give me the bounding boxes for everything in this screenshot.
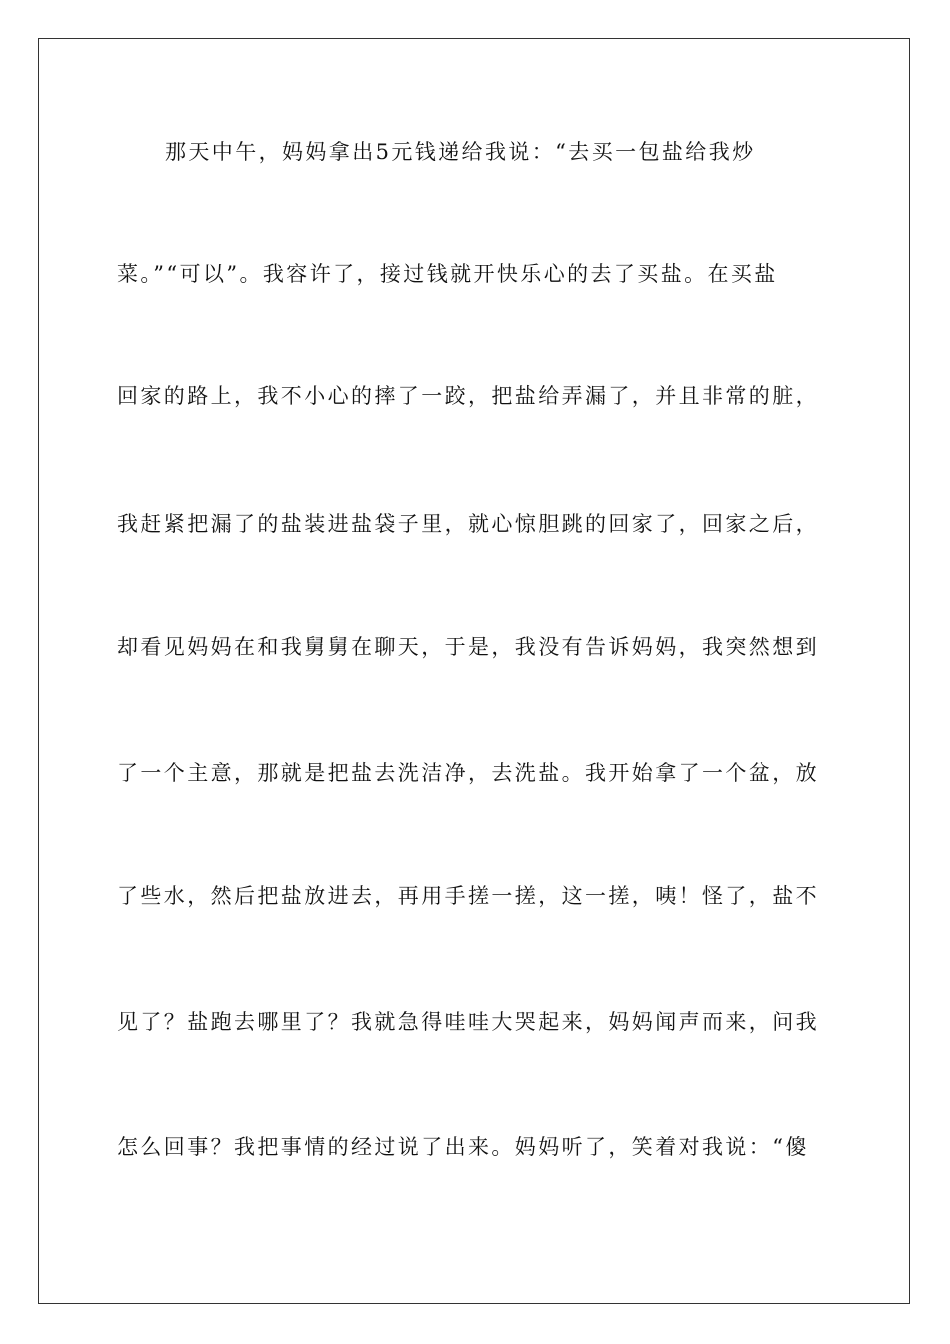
- text-line: 了些水，然后把盐放进去，再用手搓一搓，这一搓，咦！怪了，盐不: [117, 884, 819, 908]
- text-line: 回家的路上，我不小心的摔了一跤，把盐给弄漏了，并且非常的脏，: [117, 384, 819, 408]
- text-line: 见了？盐跑去哪里了？我就急得哇哇大哭起来，妈妈闻声而来，问我: [117, 1010, 819, 1034]
- text-line: 了一个主意，那就是把盐去洗洁净，去洗盐。我开始拿了一个盆，放: [117, 761, 819, 785]
- text-line: 菜。”“可以”。我容许了，接过钱就开快乐心的去了买盐。在买盐: [117, 262, 778, 286]
- text-line: 我赶紧把漏了的盐装进盐袋子里，就心惊胆跳的回家了，回家之后，: [117, 512, 819, 536]
- page-border: [38, 38, 910, 1304]
- text-line: 那天中午，妈妈拿出5元钱递给我说：“去买一包盐给我炒: [165, 140, 756, 164]
- text-line: 却看见妈妈在和我舅舅在聊天，于是，我没有告诉妈妈，我突然想到: [117, 635, 819, 659]
- text-line: 怎么回事？我把事情的经过说了出来。妈妈听了，笑着对我说：“傻: [117, 1135, 809, 1159]
